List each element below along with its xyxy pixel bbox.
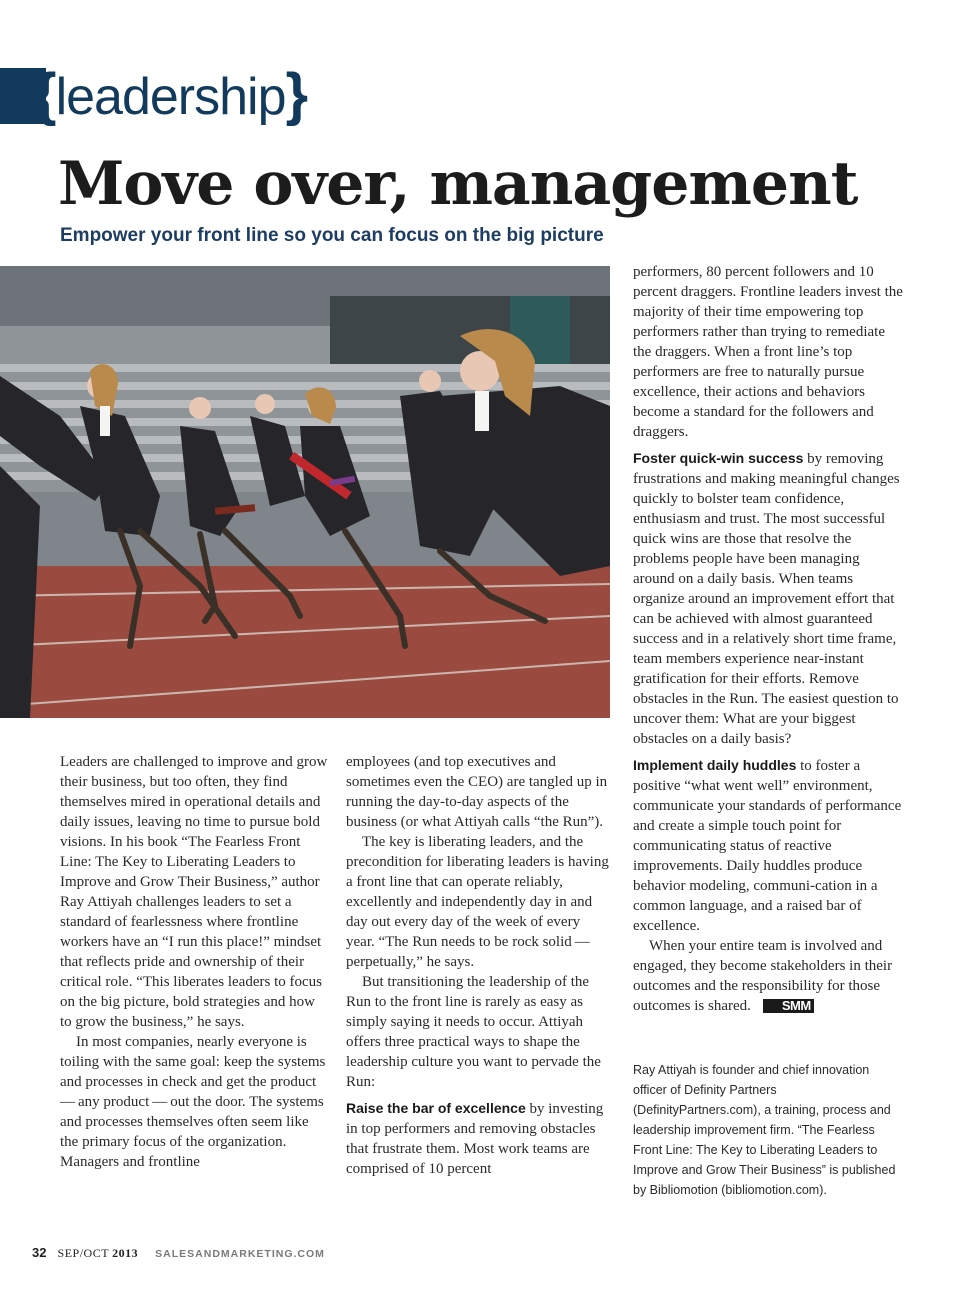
tip-raise-the-bar bbox=[346, 1098, 612, 1179]
author-bio: Ray Attiyah is founder and chief innovation officer of Definity Partners (DefinityPartners.com), a training, process and leadership improvement firm. “The Fearless Front Line: The Key to Liberating Leaders to Improve and Grow Their Business” is published by Bibliomotion (bibliomotion.com). bbox=[633, 1063, 896, 1197]
page-footer bbox=[32, 1244, 325, 1263]
headline: Move over, management bbox=[58, 149, 858, 219]
body-paragraph: performers, 80 percent followers and 10 percent draggers. Frontline leaders invest the majority of their time empowering top performers rather than trying to remediate the draggers. When a front line’s top performers are free to naturally pursue excellence, their actions and behaviors become a standard for the followers and draggers. bbox=[633, 264, 903, 440]
section-tag bbox=[34, 60, 307, 130]
section-label: leadership bbox=[55, 68, 286, 126]
end-mark: SMM bbox=[763, 999, 814, 1013]
tip-lead-in: Raise the bar of excellence bbox=[346, 1100, 526, 1116]
tip-daily-huddles bbox=[633, 755, 903, 936]
body-column-3 bbox=[633, 262, 903, 1016]
deck: Empower your front line so you can focus on the big picture bbox=[60, 225, 604, 246]
tip-lead-in: Implement daily huddles bbox=[633, 757, 797, 773]
feature-photo bbox=[0, 266, 610, 718]
close-bracket: } bbox=[285, 62, 308, 127]
body-column-1 bbox=[60, 752, 328, 1172]
site-url: SALESANDMARKETING.COM bbox=[155, 1248, 325, 1260]
body-paragraph: employees (and top executives and sometimes even the CEO) are tangled up in running the day-to-day aspects of the business (or what Attiyah calls “the Run”). bbox=[346, 754, 608, 830]
closing-text: When your entire team is involved and engaged, they become stakeholders in their outcomes and the responsibility for those outcomes is shared. bbox=[633, 938, 893, 1014]
tip-text: to foster a positive “what went well” environment, communicate your standards of performance and create a simple touch point for communicating status of reactive improvements. Daily huddles produce behavior modeling, communi-cation in a common language, and a raised bar of excellence. bbox=[633, 758, 902, 934]
body-paragraph: Leaders are challenged to improve and grow their business, but too often, they find themselves mired in operational details and daily issues, leaving no time to pursue bold visions. In his book “The Fearless Front Line: The Key to Liberating Leaders to Improve and Grow Their Business,” author Ray Attiyah challenges leaders to set a standard of fearlessness where frontline workers have an “I run this place!” mindset that reflects pride and ownership of their critical role. “This liberates leaders to focus on the big picture, bold strategies and how to grow the business,” he says. bbox=[60, 754, 328, 1030]
page-number: 32 bbox=[32, 1245, 47, 1260]
body-paragraph: The key is liberating leaders, and the precondition for liberating leaders is having a front line that can operate reliably, excellently and independently day in and day out every day of the week of every year. “The Run needs to be rock solid — perpetually,” he says. bbox=[346, 834, 609, 970]
body-paragraph bbox=[633, 936, 903, 1016]
open-bracket: { bbox=[34, 62, 56, 127]
body-paragraph: But transitioning the leadership of the Run to the front line is rarely as easy as simply saying it needs to occur. Attiyah offers three practical ways to shape the leadership culture you want to pervade the Run: bbox=[346, 974, 601, 1090]
tip-text: by investing in top performers and removing obstacles that frustrate them. Most work teams are comprised of 10 percent bbox=[346, 1101, 604, 1177]
issue-date: SEP/OCT bbox=[57, 1246, 110, 1260]
body-paragraph: In most companies, nearly everyone is toiling with the same goal: keep the systems and processes in check and get the product — any product — out the door. The systems and processes themselves often seem like the primary focus of the organization. Managers and frontline bbox=[60, 1034, 326, 1170]
tip-quick-win bbox=[633, 448, 903, 749]
tip-text: by removing frustrations and making meaningful changes quickly to bolster team confidence, enthusiasm and trust. The most successful quick wins are those that resolve the problems people have been managing around on a daily basis. When teams organize around an improvement effort that can be achieved with almost guaranteed success and in a relatively short time frame, team members experience near-instant gratification for their efforts. Remove obstacles in the Run. The easiest question to uncover them: What are your biggest obstacles on a daily basis? bbox=[633, 451, 900, 747]
body-column-2 bbox=[346, 752, 612, 1179]
tip-lead-in: Foster quick-win success bbox=[633, 450, 804, 466]
issue-year: 2013 bbox=[112, 1246, 139, 1260]
